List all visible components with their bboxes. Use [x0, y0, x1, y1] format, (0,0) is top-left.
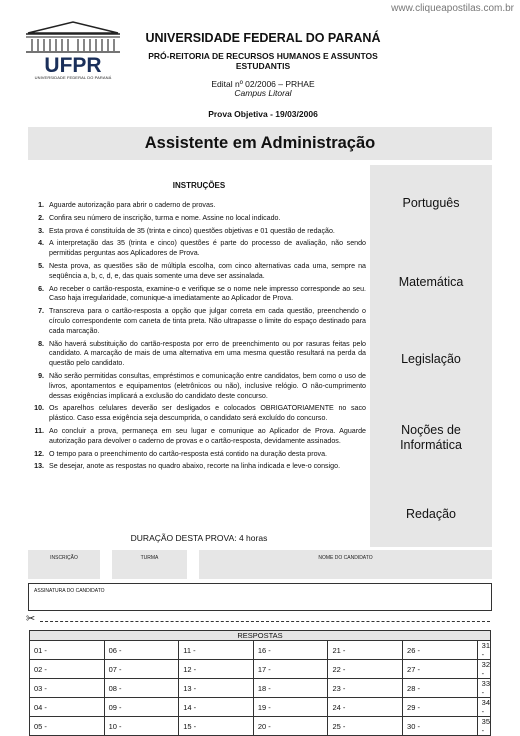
table-row: [30, 698, 491, 717]
instruction-number: 10.: [34, 404, 44, 413]
instruction-text: O tempo para o preenchimento do cartão-resposta está contido na duração desta prova.: [49, 449, 328, 458]
instruction-text: Nesta prova, as questões são de múltipla escolha, com cinco alternativas cada uma, sempre na seqüência a, b, c, d, e, das quais somente uma deve ser assinalada.: [49, 261, 366, 280]
instruction-number: 8.: [38, 339, 44, 348]
ufpr-logo: [22, 20, 124, 82]
table-row: [30, 679, 491, 698]
instruction-item: [30, 262, 366, 282]
answers-table: [29, 630, 491, 736]
campus-name: Campus Litoral: [234, 88, 292, 98]
nome-field[interactable]: NOME DO CANDIDATO: [199, 550, 492, 579]
answer-cell[interactable]: 25 -: [328, 717, 403, 736]
instruction-item: [30, 372, 366, 401]
answer-cell[interactable]: 33 -: [477, 679, 490, 698]
answer-cell[interactable]: 18 -: [253, 679, 328, 698]
subject-legislacao: Legislação: [401, 352, 461, 366]
instruction-text: Aguarde autorização para abrir o caderno de provas.: [49, 201, 216, 209]
instruction-number: 2.: [38, 213, 44, 222]
table-row: [30, 641, 491, 660]
answer-cell[interactable]: 34 -: [477, 698, 490, 717]
edital-number: Edital nº 02/2006 – PRHAE: [211, 79, 315, 89]
instruction-text: Se desejar, anote as respostas no quadro abaixo, recorte na linha indicada e leve-o consigo.: [49, 462, 341, 471]
answer-cell[interactable]: 05 -: [30, 717, 105, 736]
instruction-number: 12.: [34, 449, 44, 458]
instruction-item: [30, 404, 366, 424]
instruction-number: 4.: [38, 239, 44, 248]
subject-matematica: Matemática: [398, 275, 464, 289]
instruction-text: Esta prova é constituída de 35 (trinta e cinco) questões objetivas e 01 questão de redação.: [49, 226, 335, 235]
cut-line: [40, 621, 490, 622]
instruction-number: 1.: [38, 201, 44, 209]
answer-cell[interactable]: 01 -: [30, 641, 105, 660]
pro-rectory-name: PRÓ-REITORIA DE RECURSOS HUMANOS E ASSUNTOS ESTUDANTIS: [148, 51, 378, 71]
answer-cell[interactable]: 32 -: [477, 660, 490, 679]
instruction-item: [30, 427, 366, 447]
instruction-text: Não serão permitidas consultas, empréstimos e comunicação entre candidatos, bem como o uso de livros, apontamentos e equipamentos (eletrônicos ou não), inclusive relógio. O não-cumprimento dessas exigências implicará a exclusão do candidato deste concurso.: [49, 371, 366, 400]
answer-cell[interactable]: 17 -: [253, 660, 328, 679]
instruction-item: [30, 214, 366, 224]
instruction-item: [30, 462, 366, 472]
subject-informatica: Noções de Informática: [400, 423, 462, 452]
answer-cell[interactable]: 24 -: [328, 698, 403, 717]
instruction-number: 6.: [38, 284, 44, 293]
answer-cell[interactable]: 03 -: [30, 679, 105, 698]
answer-cell[interactable]: 27 -: [403, 660, 478, 679]
instruction-number: 11.: [34, 426, 44, 435]
answer-cell[interactable]: 30 -: [403, 717, 478, 736]
answer-cell[interactable]: 10 -: [104, 717, 179, 736]
svg-text:UFPR: UFPR: [44, 54, 102, 74]
answer-cell[interactable]: 26 -: [403, 641, 478, 660]
instructions-list: [30, 201, 366, 475]
instruction-text: Transcreva para o cartão-resposta a opção que julgar correta em cada questão, preenchendo o círculo correspondente com caneta de tinta preta. Não ultrapasse o limite do espaço destinado para cada marcação.: [49, 307, 366, 335]
instruction-item: [30, 227, 366, 237]
logo-caption: UNIVERSIDADE FEDERAL DO PARANÁ: [34, 75, 112, 80]
table-row: [30, 660, 491, 679]
answer-cell[interactable]: 16 -: [253, 641, 328, 660]
instructions-heading: INSTRUÇÕES: [172, 181, 226, 190]
signature-field[interactable]: ASSINATURA DO CANDIDATO: [28, 583, 492, 611]
answer-cell[interactable]: 09 -: [104, 698, 179, 717]
subject-redacao: Redação: [405, 507, 457, 521]
answer-cell[interactable]: 28 -: [403, 679, 478, 698]
answer-cell[interactable]: 23 -: [328, 679, 403, 698]
answer-cell[interactable]: 12 -: [179, 660, 254, 679]
answer-cell[interactable]: 31 -: [477, 641, 490, 660]
instruction-item: [30, 285, 366, 305]
answer-cell[interactable]: 19 -: [253, 698, 328, 717]
answer-cell[interactable]: 35 -: [477, 717, 490, 736]
instruction-text: Ao receber o cartão-resposta, examine-o e verifique se o nome nele impresso corresponde ao seu. Caso haja irregularidade, comunique-a imediatamente ao Aplicador de Prova.: [49, 284, 366, 303]
answer-cell[interactable]: 11 -: [179, 641, 254, 660]
answer-cell[interactable]: 21 -: [328, 641, 403, 660]
exam-date: Prova Objetiva - 19/03/2006: [208, 109, 318, 119]
answer-cell[interactable]: 06 -: [104, 641, 179, 660]
answer-cell[interactable]: 22 -: [328, 660, 403, 679]
exam-duration: DURAÇÃO DESTA PROVA: 4 horas: [130, 533, 268, 543]
instruction-item: [30, 307, 366, 336]
inscricao-field[interactable]: INSCRIÇÃO: [28, 550, 100, 579]
answer-cell[interactable]: 02 -: [30, 660, 105, 679]
university-name: UNIVERSIDADE FEDERAL DO PARANÁ: [145, 31, 381, 45]
answer-cell[interactable]: 20 -: [253, 717, 328, 736]
instruction-text: Os aparelhos celulares deverão ser desligados e colocados OBRIGATORIAMENTE no saco plástico. Caso essa exigência seja descumprida, o candidato será excluído do concurso.: [49, 404, 366, 423]
instruction-number: 13.: [34, 462, 44, 471]
instruction-item: [30, 239, 366, 259]
answer-cell[interactable]: 07 -: [104, 660, 179, 679]
instruction-item: [30, 201, 366, 211]
instruction-number: 3.: [38, 226, 44, 235]
instruction-item: [30, 450, 366, 460]
answer-cell[interactable]: 13 -: [179, 679, 254, 698]
exam-title: Assistente em Administração: [28, 127, 492, 160]
scissors-icon: ✂: [26, 613, 36, 625]
table-row: [30, 717, 491, 736]
instruction-text: A interpretação das 35 (trinta e cinco) questões é parte do processo de avaliação, não sendo permitidas perguntas aos Aplicadores de Prova.: [49, 239, 366, 258]
instruction-number: 5.: [38, 261, 44, 270]
instruction-number: 9.: [38, 371, 44, 380]
instruction-text: Não haverá substituição do cartão-resposta por erro de preenchimento ou por rasuras feitas pelo candidato. A marcação de mais de uma alternativa em uma mesma questão resultará na perda da questão pelo candidato.: [49, 339, 366, 368]
instruction-item: [30, 340, 366, 369]
site-watermark: www.cliqueapostilas.com.br: [391, 3, 514, 14]
instruction-text: Confira seu número de inscrição, turma e nome. Assine no local indicado.: [49, 213, 281, 222]
answer-cell[interactable]: 04 -: [30, 698, 105, 717]
subject-portugues: Português: [402, 196, 460, 210]
answer-cell[interactable]: 14 -: [179, 698, 254, 717]
answer-cell[interactable]: 29 -: [403, 698, 478, 717]
turma-field[interactable]: TURMA: [112, 550, 187, 579]
answer-cell[interactable]: 08 -: [104, 679, 179, 698]
subjects-panel: [370, 165, 492, 547]
instruction-number: 7.: [38, 307, 44, 316]
answers-header: RESPOSTAS: [30, 631, 491, 641]
answer-cell[interactable]: 15 -: [179, 717, 254, 736]
instruction-text: Ao concluir a prova, permaneça em seu lugar e comunique ao Aplicador de Prova. Aguarde autorização para devolver o caderno de provas e o cartão-resposta, devidamente assinados.: [49, 426, 366, 445]
